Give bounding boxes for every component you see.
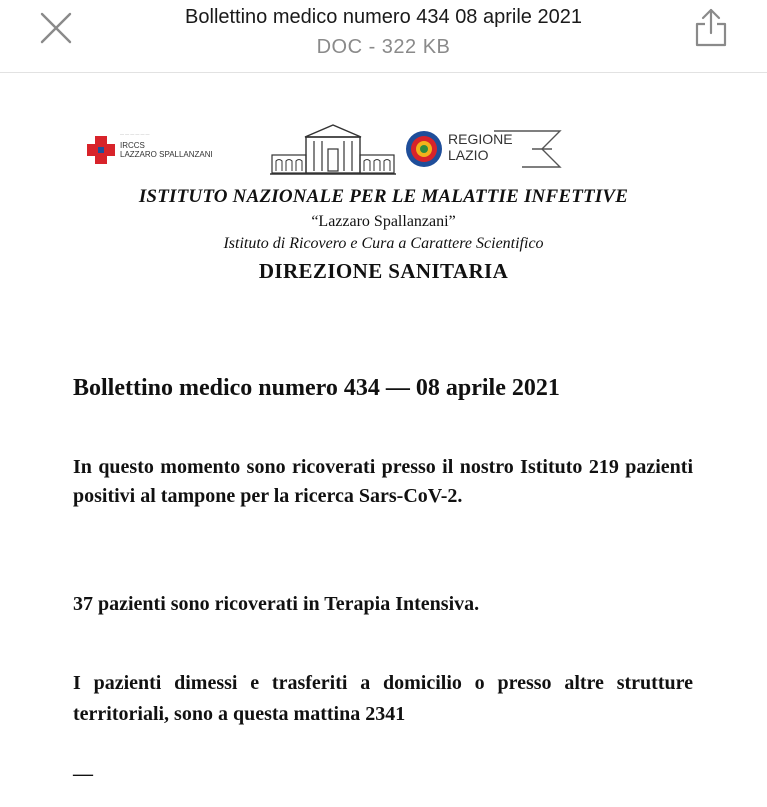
document-meta: DOC - 322 KB [316, 36, 451, 58]
viewer-header [0, 0, 767, 73]
regione-line2: LAZIO [448, 147, 489, 163]
viewer-title-block [100, 2, 667, 62]
irccs-label [120, 141, 213, 159]
institute-name: ISTITUTO NAZIONALE PER LE MALATTIE INFETTIVE [138, 186, 629, 207]
document-title: Bollettino medico numero 434 08 aprile 2021 [185, 6, 582, 28]
share-button[interactable] [691, 4, 731, 50]
bulletin-heading: Bollettino medico numero 434 — 08 aprile 2021 [73, 375, 560, 401]
regione-lazio-logo [404, 127, 564, 171]
institute-subtitle: Istituto di Ricovero e Cura a Carattere Scientifico [223, 235, 544, 252]
irccs-line2: LAZZARO SPALLANZANI [120, 150, 213, 159]
regione-swoosh-icon [492, 129, 562, 169]
regione-emblem-icon [404, 129, 444, 169]
share-icon [693, 7, 729, 47]
irccs-line1: IRCCS [120, 141, 145, 150]
logo-small-print: — — — — — — [120, 131, 150, 136]
document-page[interactable] [0, 73, 767, 807]
bulletin-paragraph-1: In questo momento sono ricoverati presso il nostro Istituto 219 pazienti positivi al tampone per la ricerca Sars-CoV-2. [73, 456, 693, 507]
red-cross-icon [86, 135, 116, 165]
spallanzani-logo [86, 131, 266, 167]
regione-line1: REGIONE [448, 131, 513, 147]
bulletin-paragraph-2: 37 pazienti sono ricoverati in Terapia Intensiva. [73, 593, 480, 615]
institute-quote: “Lazzaro Spallanzani” [311, 213, 456, 230]
building-icon [270, 119, 396, 177]
trailing-dash: — [73, 763, 93, 785]
close-button[interactable] [36, 8, 76, 48]
letterhead-logos [86, 119, 586, 175]
building-logo [270, 119, 396, 177]
close-icon [39, 11, 73, 45]
bulletin-paragraph-3: I pazienti dimessi e trasferiti a domicilio o presso altre strutture territoriali, sono a questa mattina 2341 [73, 672, 693, 725]
department-title: DIREZIONE SANITARIA [258, 259, 509, 283]
